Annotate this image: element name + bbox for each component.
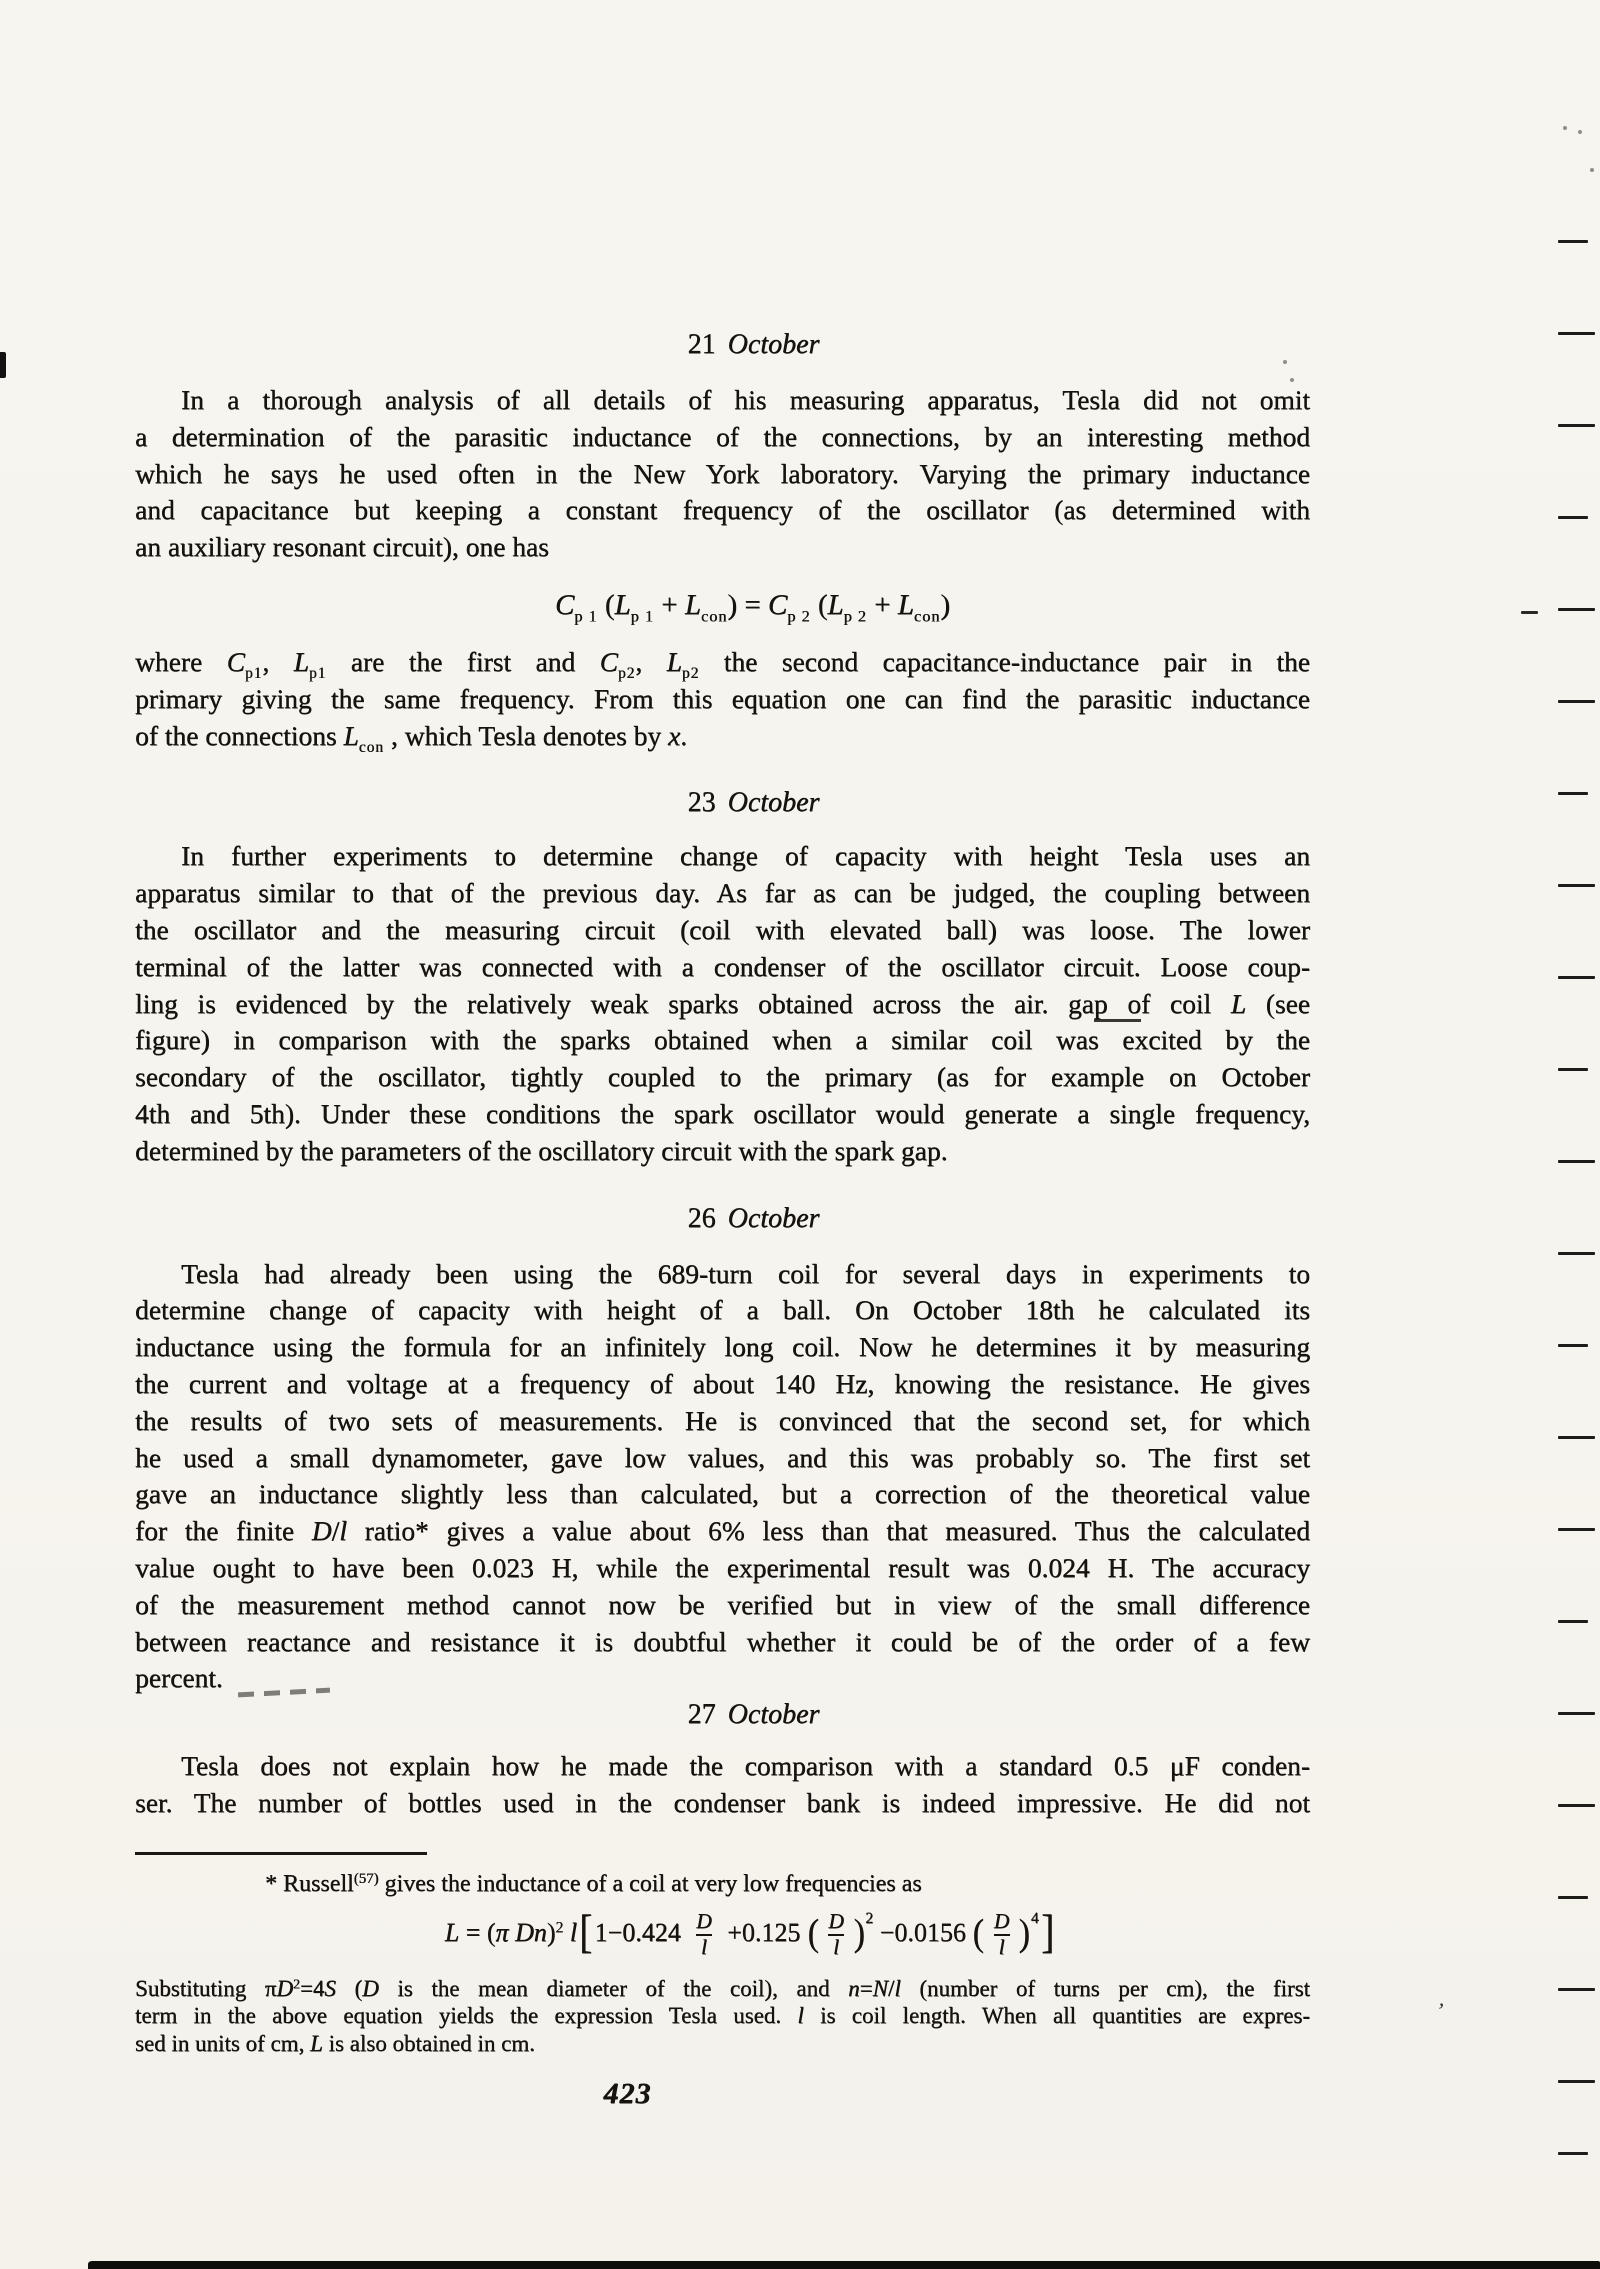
fraction: $\frac{D}{l}$ <box>828 1909 844 1959</box>
section-heading-26-october <box>135 1204 1310 1234</box>
scan-edge-mark <box>1558 700 1595 703</box>
page-number: 423 <box>603 2077 652 2111</box>
text-line: a determination of the parasitic inductance of the connections, by an interesting method <box>135 420 1310 452</box>
heading-number: 27 <box>687 1699 716 1731</box>
section-heading-21-october <box>135 330 1310 360</box>
text-line: percent. <box>135 1662 223 1694</box>
paragraph <box>135 1256 1310 1698</box>
text-line: value ought to have been 0.023 H, while the experimental result was 0.024 H. The accuracy <box>135 1551 1310 1583</box>
paragraph <box>135 1748 1310 1822</box>
text-line: Tesla does not explain how he made the comparison with a standard 0.5 μF conden- <box>181 1750 1310 1782</box>
text-line: which he says he used often in the New York laboratory. Varying the primary inductance <box>135 457 1310 489</box>
heading-month: October <box>727 787 820 819</box>
text-line: the current and voltage at a frequency of about 140 Hz, knowing the resistance. He gives <box>135 1367 1310 1399</box>
text-line: of the measurement method cannot now be verified but in view of the small difference <box>135 1588 1310 1620</box>
text-line: gave an inductance slightly less than calculated, but a correction of the theoretical value <box>135 1478 1310 1510</box>
text-line: the oscillator and the measuring circuit (coil with elevated ball) was loose. The lower <box>135 913 1310 945</box>
paragraph <box>135 838 1310 1169</box>
scan-edge-mark <box>1558 608 1595 611</box>
main-equation: $C_{p 1}$ $(L_{p 1} + L_{con}) = C_{p 2}$ $(L_{p 2} + L_{con})$ <box>554 588 951 626</box>
text-line: ser. The number of bottles used in the condenser bank is indeed impressive. He did not <box>135 1786 1310 1818</box>
heading-month: October <box>727 1699 820 1731</box>
scan-edge-mark <box>1558 976 1595 979</box>
text-line: between reactance and resistance it is doubtful whether it could be of the order of a few <box>135 1625 1310 1657</box>
section-heading-23-october <box>135 788 1310 818</box>
text-line: terminal of the latter was connected with a condenser of the oscillator circuit. Loose coup- <box>135 950 1310 982</box>
text-line: 4th and 5th). Under these conditions the spark oscillator would generate a single frequency, <box>135 1097 1310 1129</box>
text-line: In further experiments to determine change of capacity with height Tesla uses an <box>181 840 1310 872</box>
scan-comma-mark: ’ <box>1435 1997 1447 2024</box>
scan-edge-mark <box>1558 1804 1595 1807</box>
text-line: primary giving the same frequency. From this equation one can find the parasitic inductance <box>135 682 1310 714</box>
scan-edge-mark <box>1558 332 1595 335</box>
scan-edge-mark <box>1558 1068 1588 1071</box>
paragraph <box>135 644 1310 754</box>
text-line: and capacitance but keeping a constant frequency of the oscillator (as determined with <box>135 494 1310 526</box>
heading-month: October <box>727 329 820 360</box>
section-heading-27-october <box>135 1700 1310 1730</box>
text-line: he used a small dynamometer, gave low values, and this was probably so. The first set <box>135 1441 1310 1473</box>
scan-edge-mark <box>1558 1712 1595 1715</box>
footnote-line: sed in units of cm, L is also obtained in cm. <box>135 2030 535 2056</box>
text-line: of the connections $L_{con}$ , which Tesla denotes by x. <box>135 719 688 756</box>
scan-edge-mark <box>1558 792 1588 795</box>
footnote-line: term in the above equation yields the expression Tesla used. l is coil length. When all quantities are expres- <box>135 2003 1311 2029</box>
scan-edge-mark <box>1558 516 1588 519</box>
scan-edge-mark <box>1558 2152 1588 2155</box>
heading-number: 21 <box>687 329 716 360</box>
scan-edge-mark <box>1558 1252 1595 1255</box>
scan-dot <box>1563 126 1567 130</box>
scan-edge-mark <box>1558 884 1595 887</box>
text-line: apparatus similar to that of the previous day. As far as can be judged, the coupling between <box>135 877 1310 909</box>
heading-number: 26 <box>687 1202 716 1234</box>
text-line: inductance using the formula for an infinitely long coil. Now he determines it by measuring <box>135 1331 1310 1363</box>
scan-dot <box>1283 360 1287 364</box>
scan-edge-mark <box>1558 240 1588 243</box>
text-line: the results of two sets of measurements. He is convinced that the second set, for which <box>135 1404 1310 1436</box>
text-line: for the finite D/l ratio* gives a value about 6% less than that measured. Thus the calculated <box>135 1515 1310 1547</box>
text-line: an auxiliary resonant circuit), one has <box>135 531 549 563</box>
footnote-rule <box>135 1852 427 1855</box>
scan-dot <box>1290 378 1294 382</box>
scan-bottom-bar <box>88 2261 1600 2269</box>
footnote-text <box>135 1975 1310 2058</box>
paragraph <box>135 382 1310 566</box>
text-line: secondary of the oscillator, tightly coupled to the primary (as for example on October <box>135 1061 1310 1093</box>
heading-month: October <box>727 1202 820 1234</box>
text-line: In a thorough analysis of all details of his measuring apparatus, Tesla did not omit <box>181 384 1310 415</box>
scan-edge-mark <box>1558 1528 1595 1531</box>
scan-edge-mark <box>1558 1160 1595 1163</box>
text-line: where $C_{p1}$, $L_{p1}$ are the first and $C_{p2}$, $L_{p2}$ the second capacitance-inductance pair in the <box>135 645 1311 682</box>
scan-edge-mark <box>1558 424 1595 427</box>
scan-edge-mark <box>1558 1436 1595 1439</box>
scan-edge-mark-short <box>1521 611 1538 614</box>
scan-dot <box>1590 168 1594 172</box>
fraction: $\frac{D}{l}$ <box>696 1909 712 1959</box>
text-line: determine change of capacity with height of a ball. On October 18th he calculated its <box>135 1294 1310 1326</box>
scan-edge-mark <box>1558 1344 1588 1347</box>
scan-edge-mark <box>1558 1620 1588 1623</box>
footnote-formula: L = (π Dn)$^2$ l[1−0.424 $\frac{D}{l}$ +0.125 ( $\frac{D}{l}$ )$^2$ −0.0156 ( $\frac{D}{l}$ )$^4$] <box>444 1905 1055 1959</box>
text-line: figure) in comparison with the sparks obtained when a similar coil was excited by the <box>135 1024 1310 1056</box>
scan-edge-mark <box>1558 2080 1595 2083</box>
scan-dot <box>1578 130 1582 134</box>
text-column <box>135 330 1310 2111</box>
text-line: determined by the parameters of the oscillatory circuit with the spark gap. <box>135 1134 948 1166</box>
heading-number: 23 <box>687 787 716 819</box>
footnote-line: Substituting $\pi D^2=4S$ (D is the mean diameter of the coil), and n=N/l (number of turns per cm), the first <box>135 1975 1310 2001</box>
scan-edge-mark <box>1558 1988 1595 1991</box>
fraction: $\frac{D}{l}$ <box>993 1909 1010 1959</box>
text-line: ling is evidenced by the relatively weak sparks obtained across the air. gap of coil L (see <box>135 986 1310 1023</box>
scan-left-edge-mark <box>0 352 6 378</box>
text-line: Tesla had already been using the 689-turn coil for several days in experiments to <box>181 1257 1310 1289</box>
footnote-intro: * Russell$^{(57)}$ gives the inductance of a coil at very low frequencies as <box>265 1870 922 1897</box>
scan-edge-mark <box>1558 1896 1588 1899</box>
